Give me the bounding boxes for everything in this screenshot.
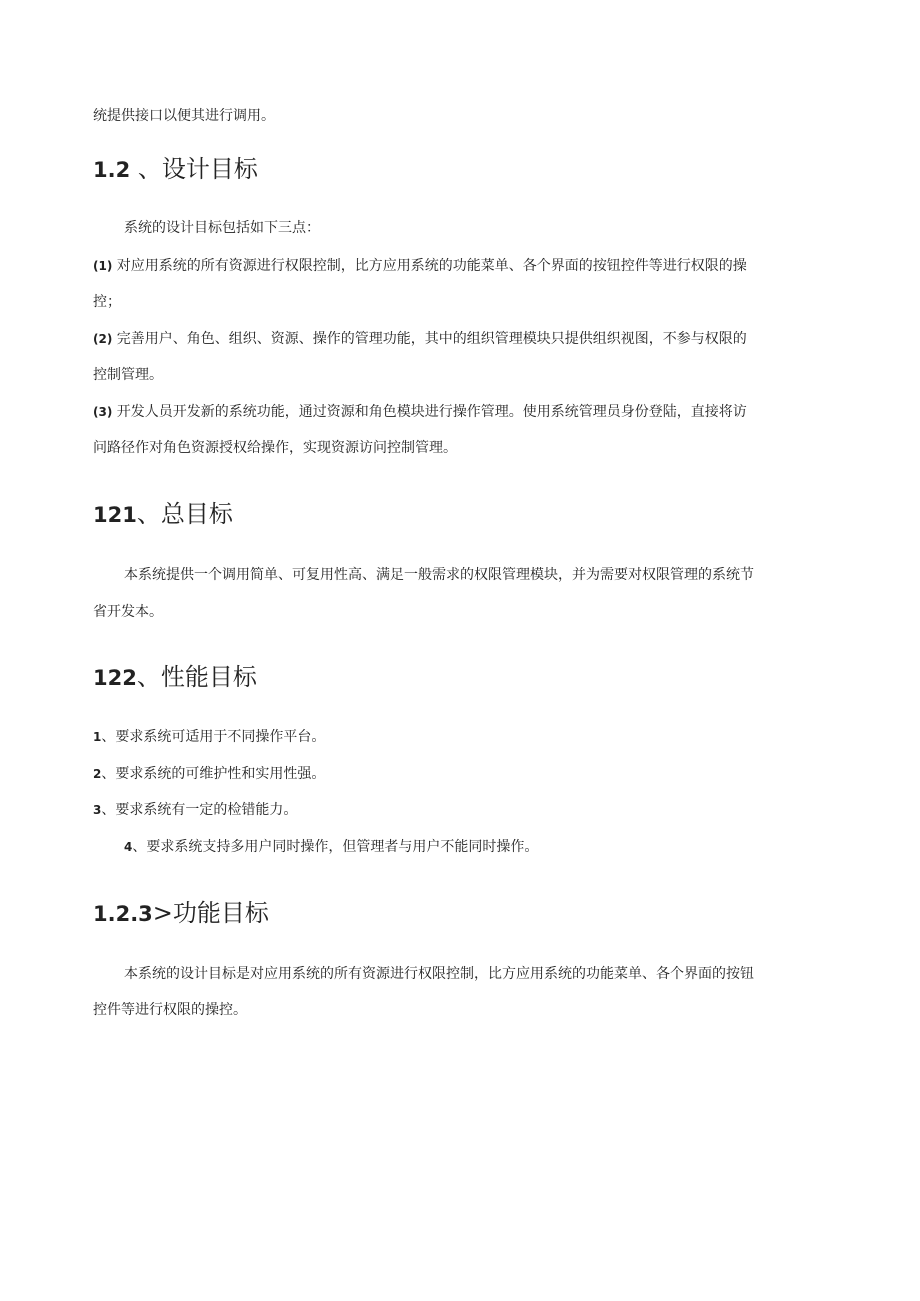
item-text: 、要求系统有一定的检错能力。 xyxy=(101,802,298,818)
goal-item-1-continued: 控； xyxy=(93,294,121,310)
section-heading-1-2-2 xyxy=(93,661,257,694)
goals-lead-text: 系统的设计目标包括如下三点： xyxy=(124,220,320,236)
item-text: 、要求系统支持多用户同时操作，但管理者与用户不能同时操作。 xyxy=(132,839,539,855)
section-heading-1-2-3 xyxy=(93,897,269,930)
item-text: 、要求系统可适用于不同操作平台。 xyxy=(101,729,326,745)
function-goal-text: 本系统的设计目标是对应用系统的所有资源进行权限控制，比方应用系统的功能菜单、各个界面的按钮 xyxy=(124,966,754,982)
goal-item-3 xyxy=(93,402,747,422)
heading-number: 1.2.3 xyxy=(93,902,153,926)
goal-text: 开发人员开发新的系统功能，通过资源和角色模块进行操作管理。使用系统管理员身份登陆，直接将访 xyxy=(112,404,747,420)
goal-text: 对应用系统的所有资源进行权限控制，比方应用系统的功能菜单、各个界面的按钮控件等进行权限的操 xyxy=(112,258,747,274)
heading-title: 、总目标 xyxy=(136,500,233,528)
performance-item-3 xyxy=(93,800,297,820)
heading-number: 122 xyxy=(93,666,137,690)
item-number: 3 xyxy=(93,803,102,817)
performance-item-2 xyxy=(93,764,325,784)
section-heading-1-2-1 xyxy=(93,498,233,531)
overall-goal-text: 本系统提供一个调用简单、可复用性高、满足一般需求的权限管理模块，并为需要对权限管理的系统节 xyxy=(124,567,754,583)
item-number: 4 xyxy=(124,840,133,854)
heading-title: 、性能目标 xyxy=(136,663,257,691)
item-text: 、要求系统的可维护性和实用性强。 xyxy=(101,766,326,782)
goal-item-2 xyxy=(93,329,747,349)
goal-number: (1) xyxy=(93,259,113,273)
goal-text: 完善用户、角色、组织、资源、操作的管理功能，其中的组织管理模块只提供组织视图，不参与权限的 xyxy=(112,331,747,347)
performance-item-1 xyxy=(93,727,325,747)
intro-tail-text: 统提供接口以便其进行调用。 xyxy=(93,108,275,124)
function-goal-text-continued: 控件等进行权限的操控。 xyxy=(93,1002,247,1018)
goal-item-2-continued: 控制管理。 xyxy=(93,367,163,383)
goal-item-3-continued: 问路径作对角色资源授权给操作，实现资源访问控制管理。 xyxy=(93,440,457,456)
goal-item-1 xyxy=(93,256,747,276)
heading-number: 1.2 xyxy=(93,158,131,182)
item-number: 1 xyxy=(93,730,102,744)
goal-number: (2) xyxy=(93,332,113,346)
heading-title: 、设计目标 xyxy=(130,155,258,183)
performance-item-4 xyxy=(124,837,538,857)
item-number: 2 xyxy=(93,767,102,781)
heading-title: >功能目标 xyxy=(152,899,269,927)
heading-number: 121 xyxy=(93,503,137,527)
goal-number: (3) xyxy=(93,405,113,419)
overall-goal-text-continued: 省开发本。 xyxy=(93,604,163,620)
section-heading-1-2 xyxy=(93,153,258,186)
